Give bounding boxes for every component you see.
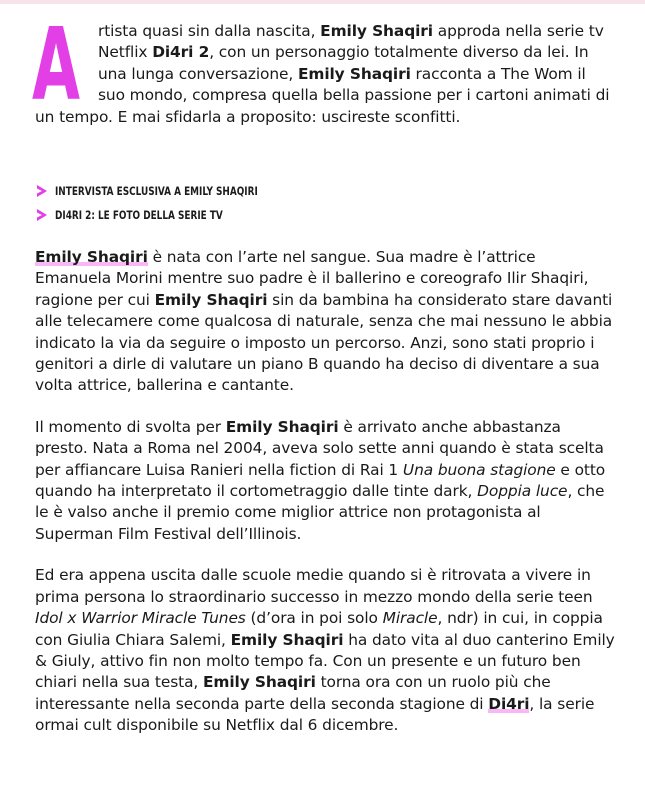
related-link-photos[interactable]	[35, 203, 615, 227]
paragraph-text: Il momento di svolta per	[35, 417, 226, 436]
paragraph-text: ha dato vita al duo canterino Emily & Giuly, attivo fin non molto tempo fa. Con un presente e un futuro ben chiari nella sua testa,	[35, 630, 615, 692]
paragraph-text: Ed era appena uscita dalle scuole medie quando si è ritrovata a vivere in prima persona lo straordinario successo in mezzo mondo della serie teen	[35, 566, 593, 606]
paragraph-text: , che le è valso anche il premio come miglior attrice non protagonista al Superman Film Festival dell’Illinois.	[35, 482, 605, 543]
top-bar	[0, 0, 645, 4]
chevron-right-icon	[35, 184, 49, 198]
person-name: Emily Shaqiri	[203, 673, 316, 692]
show-link[interactable]: Di4ri	[488, 694, 530, 713]
paragraph-2	[35, 417, 615, 545]
drop-cap: A	[32, 6, 79, 123]
show-title: Di4ri 2	[152, 43, 210, 62]
paragraph-text: e otto quando ha interpretato il cortometraggio dalle tinte dark,	[35, 460, 606, 501]
person-name: Emily Shaqiri	[230, 630, 344, 649]
article-body	[32, 6, 615, 737]
paragraph-text: torna ora con un ruolo più che interessante nella seconda parte della seconda stagione di	[35, 673, 551, 713]
work-title: Doppia luce	[477, 482, 568, 501]
paragraph-text: , la serie ormai cult disponibile su Netflix dal 6 dicembre.	[35, 694, 595, 735]
person-name: Emily Shaqiri	[320, 22, 433, 40]
intro-text-4: racconta a The Wom il suo mondo, compresa quella bella passione per i cartoni animati di un tempo. E mai sfidarla a proposito: uscireste sconfitti.	[35, 64, 610, 126]
work-title: Una buona stagione	[402, 460, 556, 479]
related-link-label: DI4RI 2: LE FOTO DELLA SERIE TV	[55, 208, 223, 222]
related-links	[35, 179, 615, 227]
intro-text-1: rtista quasi sin dalla nascita,	[98, 22, 321, 40]
intro-text-3: , con un personaggio totalmente diverso da lei. In una lunga conversazione,	[98, 43, 589, 83]
chevron-right-icon	[35, 208, 49, 222]
related-link-label: INTERVISTA ESCLUSIVA A EMILY SHAQIRI	[55, 184, 258, 198]
work-title: Idol x Warrior Miracle Tunes	[35, 609, 246, 628]
intro-text-2: approda nella serie tv Netflix	[98, 22, 604, 62]
paragraph-text: è arrivato anche abbastanza presto. Nata a Roma nel 2004, aveva solo sette anni quando è stata scelta per affiancare Luisa Ranieri nella fiction di Rai 1	[35, 417, 604, 479]
person-name: Emily Shaqiri	[225, 417, 339, 436]
person-link[interactable]: Emily Shaqiri	[35, 248, 148, 266]
work-title: Miracle	[382, 609, 438, 628]
paragraph-3	[35, 565, 615, 736]
intro-paragraph	[32, 6, 615, 141]
person-name: Emily Shaqiri	[297, 64, 411, 83]
paragraph-1	[35, 247, 615, 397]
related-link-interview[interactable]	[35, 179, 615, 203]
person-name: Emily Shaqiri	[154, 290, 268, 309]
paragraph-text: è nata con l’arte nel sangue. Sua madre è l’attrice Emanuela Morini mentre suo padre è il ballerino e coreografo Ilir Shaqiri, ragione per cui	[35, 248, 589, 309]
paragraph-text: , ndr) in cui, in coppia con Giulia Chiara Salemi,	[35, 609, 603, 649]
paragraph-text: (d’ora in poi solo	[245, 609, 383, 628]
paragraph-text: sin da bambina ha considerato stare davanti alle telecamere come qualcosa di naturale, senza che mai nessuno le abbia indicato la via da seguire o imposto un percorso. Anzi, sono stati proprio i genitori a dirle di valutare un piano B quando ha deciso di diventare a sua volta attrice, ballerina e cantante.	[35, 290, 613, 395]
